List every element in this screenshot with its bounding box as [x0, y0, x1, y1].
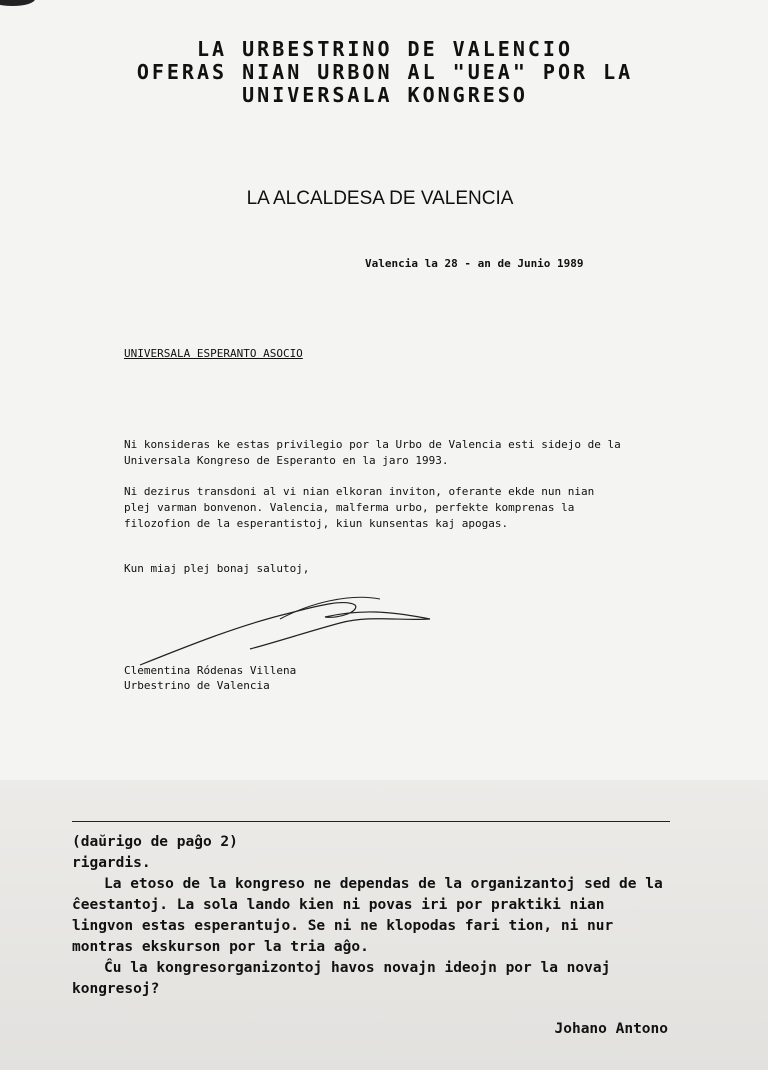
- letter-paragraph-1: Ni konsideras ke estas privilegio por la Urbo de Valencia esti sidejo de la Universala Kongreso de Esperanto en la jaro 1993.: [124, 438, 621, 467]
- article-paragraph-2: Ĉu la kongresorganizontoj havos novajn ideojn por la novaj kongresoj?: [72, 960, 611, 997]
- headline-line-3: UNIVERSALA KONGRESO: [242, 83, 528, 107]
- signer-block: [124, 663, 296, 693]
- article-paragraph-1: La etoso de la kongreso ne dependas de la organizantoj sed de la ĉeestantoj. La sola lando kien ni povas iri por praktiki nian lingvon estas esperantujo. Se ni ne klopodas fari tion, ni nur montras ekskurson por la tria aĝo.: [72, 876, 663, 955]
- article-author: Johano Antono: [554, 1021, 668, 1037]
- letter-date: Valencia la 28 - an de Junio 1989: [365, 257, 584, 270]
- signer-name: Clementina Ródenas Villena: [124, 664, 297, 677]
- signer-title: Urbestrino de Valencia: [124, 679, 270, 692]
- ink-blot: [0, 0, 35, 6]
- letter-paragraph-2: Ni dezirus transdoni al vi nian elkoran inviton, oferante ekde nun nian plej varman bonvenon. Valencia, malferma urbo, perfekte komprenas la filozofion de la esperantistoj, kiun kunsentas kaj apogas.: [124, 485, 595, 530]
- continuation-header: (daŭrigo de paĝo 2): [72, 834, 238, 850]
- handwritten-signature: [130, 585, 460, 675]
- letterhead: LA ALCALDESA DE VALENCIA: [246, 188, 514, 209]
- recipient: UNIVERSALA ESPERANTO ASOCIO: [124, 347, 303, 360]
- continuation-article: [72, 832, 672, 1000]
- letter-closing: Kun miaj plej bonaj salutoj,: [124, 562, 310, 575]
- headline: [60, 38, 710, 107]
- headline-line-2: OFERAS NIAN URBON AL "UEA" POR LA: [136, 60, 634, 84]
- continuation-line: rigardis.: [72, 855, 151, 871]
- headline-line-1: LA URBESTRINO DE VALENCIO: [196, 37, 574, 61]
- divider: [72, 821, 670, 822]
